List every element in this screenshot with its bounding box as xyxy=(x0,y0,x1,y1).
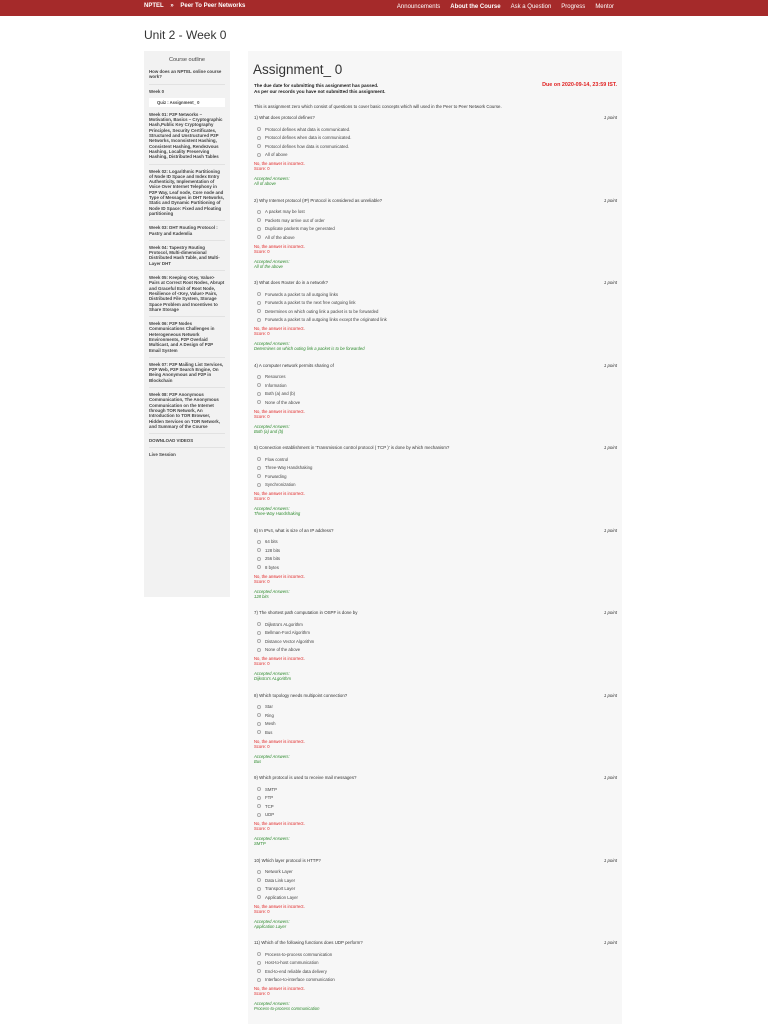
option-list xyxy=(254,620,617,654)
answer-option[interactable] xyxy=(257,620,617,629)
answer-option[interactable] xyxy=(257,455,617,464)
sidebar-item-week07[interactable]: Week 07: P2P Mailing List Services, P2P Web, P2P Search Engine, On Being Anonymous and P2P in Blockchain xyxy=(149,362,225,388)
nav-announcements[interactable]: Announcements xyxy=(396,4,441,10)
radio-button[interactable] xyxy=(257,400,261,404)
radio-button[interactable] xyxy=(257,895,261,899)
feedback xyxy=(254,656,617,681)
option-list xyxy=(254,703,617,737)
radio-button[interactable] xyxy=(257,722,261,726)
accepted-answer: Process-to-process communication xyxy=(254,1006,320,1011)
answer-option[interactable] xyxy=(257,472,617,481)
answer-option[interactable] xyxy=(257,868,617,877)
radio-button[interactable] xyxy=(257,153,261,157)
sidebar-item-week03[interactable]: Week 03: DHT Routing Protocol : Pastry and Kademlia xyxy=(149,225,225,241)
question-points: 1 point xyxy=(603,692,617,698)
answer-option[interactable] xyxy=(257,216,617,225)
question-block xyxy=(254,775,617,855)
question-text: 8) Which topology needs multipoint connection? xyxy=(254,692,348,698)
option-label: Process-to-process communication xyxy=(265,951,333,957)
accepted-answers-label: Accepted Answers: xyxy=(254,671,290,676)
option-label: Transport Layer xyxy=(265,886,296,892)
option-label: None of the above xyxy=(265,399,301,405)
option-label: Protocol defines when data is communicated. xyxy=(265,135,352,141)
option-label: All of the above xyxy=(265,234,295,240)
answer-option[interactable] xyxy=(257,546,617,555)
radio-button[interactable] xyxy=(257,540,261,544)
option-list xyxy=(254,125,617,159)
score-text: Score: 0 xyxy=(254,496,270,501)
question-block xyxy=(254,693,617,773)
option-list xyxy=(254,785,617,819)
radio-button[interactable] xyxy=(257,639,261,643)
question-text: 1) What does protocol defines? xyxy=(254,115,315,120)
radio-button[interactable] xyxy=(257,631,261,635)
score-text: Score: 0 xyxy=(254,661,270,666)
option-list xyxy=(254,455,617,489)
radio-button[interactable] xyxy=(257,292,261,296)
option-label: TCP xyxy=(265,803,274,809)
radio-button[interactable] xyxy=(257,713,261,717)
radio-button[interactable] xyxy=(257,466,261,470)
radio-button[interactable] xyxy=(257,787,261,791)
radio-button[interactable] xyxy=(257,309,261,313)
answer-option[interactable] xyxy=(257,225,617,234)
nav-about-course[interactable]: About the Course xyxy=(450,4,501,10)
radio-button[interactable] xyxy=(257,961,261,965)
option-label: Forwards a packet to the next free outgoing link xyxy=(265,300,356,306)
answer-option[interactable] xyxy=(257,785,617,794)
incorrect-message: No, the answer is incorrect. xyxy=(254,243,305,249)
option-label: FTP xyxy=(265,795,274,801)
accepted-answers-label: Accepted Answers: xyxy=(254,753,290,759)
question-points: 1 point xyxy=(603,857,617,863)
score-text: Score: 0 xyxy=(254,826,270,831)
answer-option[interactable] xyxy=(257,950,617,959)
feedback xyxy=(254,739,617,764)
incorrect-message: No, the answer is incorrect. xyxy=(254,161,305,166)
radio-button[interactable] xyxy=(257,870,261,874)
option-label: All of above xyxy=(265,152,288,158)
option-label: Forwarding xyxy=(265,473,287,479)
score-text: Score: 0 xyxy=(254,578,270,584)
answer-option[interactable] xyxy=(257,390,617,399)
option-label: Bus xyxy=(265,729,273,735)
feedback xyxy=(254,161,617,186)
accepted-answer: Bus xyxy=(254,758,262,764)
top-bar xyxy=(0,0,768,16)
feedback xyxy=(254,821,617,846)
sidebar-item-week06[interactable]: Week 06: P2P Nodes Communications Challenges in Heterogeneous Network Environments, P2P Overlaid Multicast, and A Design of P2P Email System xyxy=(149,321,225,358)
score-text: Score: 0 xyxy=(254,166,270,171)
option-label: 8 bytes xyxy=(265,564,279,570)
option-label: Application Layer xyxy=(265,894,298,900)
radio-button[interactable] xyxy=(257,804,261,808)
incorrect-message: No, the answer is incorrect. xyxy=(254,821,305,826)
page-title: Unit 2 - Week 0 xyxy=(144,28,227,42)
question-points: 1 point xyxy=(603,775,617,780)
breadcrumb-course-link[interactable]: Peer To Peer Networks xyxy=(180,3,246,9)
answer-option[interactable] xyxy=(257,720,617,729)
feedback xyxy=(254,904,617,929)
incorrect-message: No, the answer is incorrect. xyxy=(254,491,305,496)
accepted-answer: SMTP xyxy=(254,841,266,846)
assignment-panel xyxy=(248,51,622,1024)
incorrect-message: No, the answer is incorrect. xyxy=(254,986,305,991)
radio-button[interactable] xyxy=(257,457,261,461)
option-label: A packet may be lost xyxy=(265,209,305,215)
radio-button[interactable] xyxy=(257,227,261,231)
question-points: 1 point xyxy=(603,197,617,203)
question-points: 1 point xyxy=(603,115,617,120)
accepted-answer: All of the above xyxy=(254,263,283,269)
answer-option[interactable] xyxy=(257,637,617,646)
radio-button[interactable] xyxy=(257,969,261,973)
nav-mentor[interactable]: Mentor xyxy=(595,4,614,10)
question-block xyxy=(254,445,617,525)
answer-option[interactable] xyxy=(257,307,617,316)
radio-button[interactable] xyxy=(257,648,261,652)
answer-option[interactable] xyxy=(257,481,617,490)
sidebar-item-quiz-assignment0[interactable]: Quiz : Assignment_ 0 xyxy=(149,98,225,107)
radio-button[interactable] xyxy=(257,565,261,569)
answer-option[interactable] xyxy=(257,646,617,655)
answer-option[interactable] xyxy=(257,711,617,720)
question-text: 5) Connection establishment in 'Transmission control protocol ( TCP )' is done by which mechanism? xyxy=(254,445,450,450)
option-label: 256 bits xyxy=(265,556,281,562)
radio-button[interactable] xyxy=(257,301,261,305)
answer-option[interactable] xyxy=(257,142,617,151)
radio-button[interactable] xyxy=(257,548,261,552)
question-text: 3) What does Router do in a network? xyxy=(254,280,328,285)
option-list xyxy=(254,950,617,984)
answer-option[interactable] xyxy=(257,802,617,811)
accepted-answer: Application Layer xyxy=(254,923,287,929)
answer-option[interactable] xyxy=(257,811,617,820)
radio-button[interactable] xyxy=(257,483,261,487)
question-block xyxy=(254,280,617,360)
radio-button[interactable] xyxy=(257,557,261,561)
nav-ask-question[interactable]: Ask a Question xyxy=(510,4,552,10)
accepted-answers-label: Accepted Answers: xyxy=(254,506,290,511)
question-block xyxy=(254,610,617,690)
option-label: Network Layer xyxy=(265,869,293,875)
option-label: 64 bits xyxy=(265,539,278,545)
feedback xyxy=(254,986,617,1011)
score-text: Score: 0 xyxy=(254,248,270,254)
accepted-answers-label: Accepted Answers: xyxy=(254,176,290,181)
radio-button[interactable] xyxy=(257,375,261,379)
sidebar-item-week05[interactable]: Week 05: Keeping <Key, Value> Pairs at Correct Root Nodes, Abrupt and Graceful Exit of Root Node, Resilience of <Key, Value> Pairs, Distributed File System, Storage Space Problem and Incentives to Share Storage xyxy=(149,275,225,317)
due-date: Due on 2020-09-14, 23:59 IST. xyxy=(542,82,617,88)
option-label: Duplicate packets may be generated xyxy=(265,226,335,232)
score-text: Score: 0 xyxy=(254,413,270,419)
sidebar-item-week02[interactable]: Week 02: Logarithmic Partitioning of Node ID Space and Index Entry Authenticity, Implementation of Voice Over Internet Telephony in P2P Way, Leaf node, Core node and Type of Messages in DHT Networks, Static and Dynamic Partitioning of Node ID Space: Fixed and Floating partitioning xyxy=(149,169,225,222)
course-outline-sidebar xyxy=(144,51,230,597)
accepted-answers-label: Accepted Answers: xyxy=(254,836,290,841)
question-block xyxy=(254,115,617,195)
question-block xyxy=(254,198,617,278)
question-text: 9) Which protocol is used to receive mail messages? xyxy=(254,775,357,780)
option-label: Data Link Layer xyxy=(265,877,296,883)
sidebar-item-download-videos[interactable]: DOWNLOAD VIDEOS xyxy=(149,438,225,448)
question-points: 1 point xyxy=(603,362,617,368)
option-label: Ring xyxy=(265,712,274,718)
answer-option[interactable] xyxy=(257,208,617,217)
sidebar-item-week04[interactable]: Week 04: Tapestry Routing Protocol, Multi-dimensional Distributed Hash Table, and Multi-Layer DHT xyxy=(149,245,225,271)
answer-option[interactable] xyxy=(257,316,617,325)
answer-option[interactable] xyxy=(257,976,617,985)
incorrect-message: No, the answer is incorrect. xyxy=(254,408,305,414)
option-list xyxy=(254,208,617,242)
sidebar-item-how-it-works[interactable]: How does an NPTEL online course work? xyxy=(149,69,225,85)
accepted-answer: 128 bits xyxy=(254,593,269,599)
option-label: Flow control xyxy=(265,456,289,462)
answer-option[interactable] xyxy=(257,555,617,564)
accepted-answer: Dijkstra's ALgorithm xyxy=(254,676,291,681)
assignment-intro: This is assignment zero which consist of questions to cover basic concepts which will used in the Peer to Peer Network Course. xyxy=(254,104,502,109)
answer-option[interactable] xyxy=(257,876,617,885)
question-text: 11) Which of the following functions does UDP perform? xyxy=(254,940,363,945)
answer-option[interactable] xyxy=(257,893,617,902)
accepted-answers-label: Accepted Answers: xyxy=(254,588,290,594)
option-label: Information xyxy=(265,382,287,388)
due-passed-message: The due date for submitting this assignment has passed. xyxy=(254,83,379,88)
feedback xyxy=(254,491,617,516)
option-label: Resources xyxy=(265,374,286,380)
breadcrumb-separator: » xyxy=(170,3,174,9)
radio-button[interactable] xyxy=(257,218,261,222)
option-label: 128 bits xyxy=(265,547,281,553)
accepted-answers-label: Accepted Answers: xyxy=(254,1001,290,1006)
option-label: Forwards a packet to all outgoing links except the originated link xyxy=(265,317,387,323)
radio-button[interactable] xyxy=(257,392,261,396)
sidebar-title: Course outline xyxy=(168,57,206,63)
option-label: Synchronization xyxy=(265,482,296,488)
option-label: Bellman-Ford Algorithm xyxy=(265,630,310,636)
radio-button[interactable] xyxy=(257,144,261,148)
answer-option[interactable] xyxy=(257,885,617,894)
radio-button[interactable] xyxy=(257,705,261,709)
radio-button[interactable] xyxy=(257,318,261,322)
radio-button[interactable] xyxy=(257,887,261,891)
question-points: 1 point xyxy=(603,445,617,450)
accepted-answer: Determines on which outing link a packet is to be forwarded xyxy=(254,346,365,351)
sidebar-item-week01[interactable]: Week 01: P2P Networks – Motivation, Basics – Cryptographic Hash,Public Key Cryptography Principles, Security Certificates, Structured and Unstructured P2P Networks, Inconsistent Hashing, Consistent Hashing, Rendezvous Hashing, Locality Preserving Hashing, Distributed Hash Tables xyxy=(149,112,225,165)
radio-button[interactable] xyxy=(257,622,261,626)
option-label: Dijkstra's ALgorithm xyxy=(265,621,303,627)
not-submitted-message: As per our records you have not submitted this assignment. xyxy=(254,89,386,94)
question-points: 1 point xyxy=(603,527,617,533)
accepted-answers-label: Accepted Answers: xyxy=(254,341,290,346)
option-label: Protocol defines how data is communicated. xyxy=(265,143,350,149)
answer-option[interactable] xyxy=(257,381,617,390)
radio-button[interactable] xyxy=(257,210,261,214)
answer-option[interactable] xyxy=(257,290,617,299)
option-label: UDP xyxy=(265,812,275,818)
option-list xyxy=(254,373,617,407)
radio-button[interactable] xyxy=(257,813,261,817)
answer-option[interactable] xyxy=(257,464,617,473)
breadcrumb-home-link[interactable]: NPTEL xyxy=(144,3,164,9)
answer-option[interactable] xyxy=(257,398,617,407)
accepted-answers-label: Accepted Answers: xyxy=(254,918,290,924)
score-text: Score: 0 xyxy=(254,908,270,914)
accepted-answers-label: Accepted Answers: xyxy=(254,258,290,264)
top-nav xyxy=(397,4,614,10)
incorrect-message: No, the answer is incorrect. xyxy=(254,903,305,909)
radio-button[interactable] xyxy=(257,136,261,140)
accepted-answers-label: Accepted Answers: xyxy=(254,423,290,429)
option-label: Forwards a packet to all outgoing links xyxy=(265,291,339,297)
question-block xyxy=(254,363,617,443)
option-label: None of the above xyxy=(265,647,301,653)
option-label: Host-to-host communication xyxy=(265,960,319,966)
answer-option[interactable] xyxy=(257,629,617,638)
feedback xyxy=(254,244,617,269)
incorrect-message: No, the answer is incorrect. xyxy=(254,656,305,661)
answer-option[interactable] xyxy=(257,538,617,547)
answer-option[interactable] xyxy=(257,703,617,712)
question-points: 1 point xyxy=(603,610,617,615)
radio-button[interactable] xyxy=(257,978,261,982)
option-label: Distance Vector Algorithm xyxy=(265,638,315,644)
radio-button[interactable] xyxy=(257,730,261,734)
answer-option[interactable] xyxy=(257,967,617,976)
answer-option[interactable] xyxy=(257,233,617,242)
answer-option[interactable] xyxy=(257,794,617,803)
radio-button[interactable] xyxy=(257,235,261,239)
answer-option[interactable] xyxy=(257,563,617,572)
radio-button[interactable] xyxy=(257,796,261,800)
option-label: Protocol defines what data is communicated. xyxy=(265,126,351,132)
radio-button[interactable] xyxy=(257,474,261,478)
score-text: Score: 0 xyxy=(254,331,270,336)
radio-button[interactable] xyxy=(257,878,261,882)
question-text: 6) In IPv4, what is size of an IP address? xyxy=(254,527,334,533)
incorrect-message: No, the answer is incorrect. xyxy=(254,573,305,579)
question-text: 4) A computer network permits sharing of xyxy=(254,362,334,368)
option-list xyxy=(254,538,617,572)
question-block xyxy=(254,858,617,938)
sidebar-item-week08[interactable]: Week 08: P2P Anonymous Communication, The Anonymous Communication on the Internet through TOR Network, An Introduction to TOR Browser, Hidden Services on TOR Network, and Summary of the Course xyxy=(149,392,225,434)
question-text: 10) Which layer protocol is HTTP? xyxy=(254,857,321,863)
answer-option[interactable] xyxy=(257,151,617,160)
question-points: 1 point xyxy=(603,940,617,945)
accepted-answer: All of above xyxy=(254,181,276,186)
breadcrumb xyxy=(144,3,250,9)
option-label: SMTP xyxy=(265,786,277,792)
answer-option[interactable] xyxy=(257,134,617,143)
feedback xyxy=(254,574,617,599)
option-label: Interface-to-interface communication xyxy=(265,977,335,983)
option-label: End-to-end reliable data delivery xyxy=(265,968,327,974)
question-text: 7) The shortest path computation in OSPF is done by xyxy=(254,610,358,615)
option-list xyxy=(254,868,617,902)
option-label: Packets may arrive out of order xyxy=(265,217,325,223)
answer-option[interactable] xyxy=(257,373,617,382)
question-points: 1 point xyxy=(603,280,617,285)
radio-button[interactable] xyxy=(257,127,261,131)
sidebar-item-live-session[interactable]: Live Session xyxy=(149,452,176,458)
question-text: 2) Why Internet protocol (IP) Protocol is considered as unreliable? xyxy=(254,197,383,203)
answer-option[interactable] xyxy=(257,728,617,737)
radio-button[interactable] xyxy=(257,952,261,956)
accepted-answer: Three-Way Handshaking xyxy=(254,511,301,516)
radio-button[interactable] xyxy=(257,383,261,387)
option-label: Both (a) and (b) xyxy=(265,391,296,397)
answer-option[interactable] xyxy=(257,299,617,308)
question-block xyxy=(254,528,617,608)
option-label: Mesh xyxy=(265,721,276,727)
incorrect-message: No, the answer is incorrect. xyxy=(254,326,305,331)
score-text: Score: 0 xyxy=(254,991,270,996)
option-list xyxy=(254,290,617,324)
answer-option[interactable] xyxy=(257,125,617,134)
accepted-answer: Both (a) and (b) xyxy=(254,428,284,434)
answer-option[interactable] xyxy=(257,959,617,968)
option-label: Determines on which outing link a packet is to be forwarded xyxy=(265,308,379,314)
option-label: Three-Way Handshaking xyxy=(265,465,313,471)
option-label: Star xyxy=(265,704,273,710)
nav-progress[interactable]: Progress xyxy=(561,4,586,10)
feedback xyxy=(254,409,617,434)
score-text: Score: 0 xyxy=(254,743,270,749)
question-block xyxy=(254,940,617,1020)
feedback xyxy=(254,326,617,351)
incorrect-message: No, the answer is incorrect. xyxy=(254,738,305,744)
assignment-title: Assignment_ 0 xyxy=(253,62,343,77)
sidebar-item-week0[interactable]: Week 0 xyxy=(149,88,165,94)
